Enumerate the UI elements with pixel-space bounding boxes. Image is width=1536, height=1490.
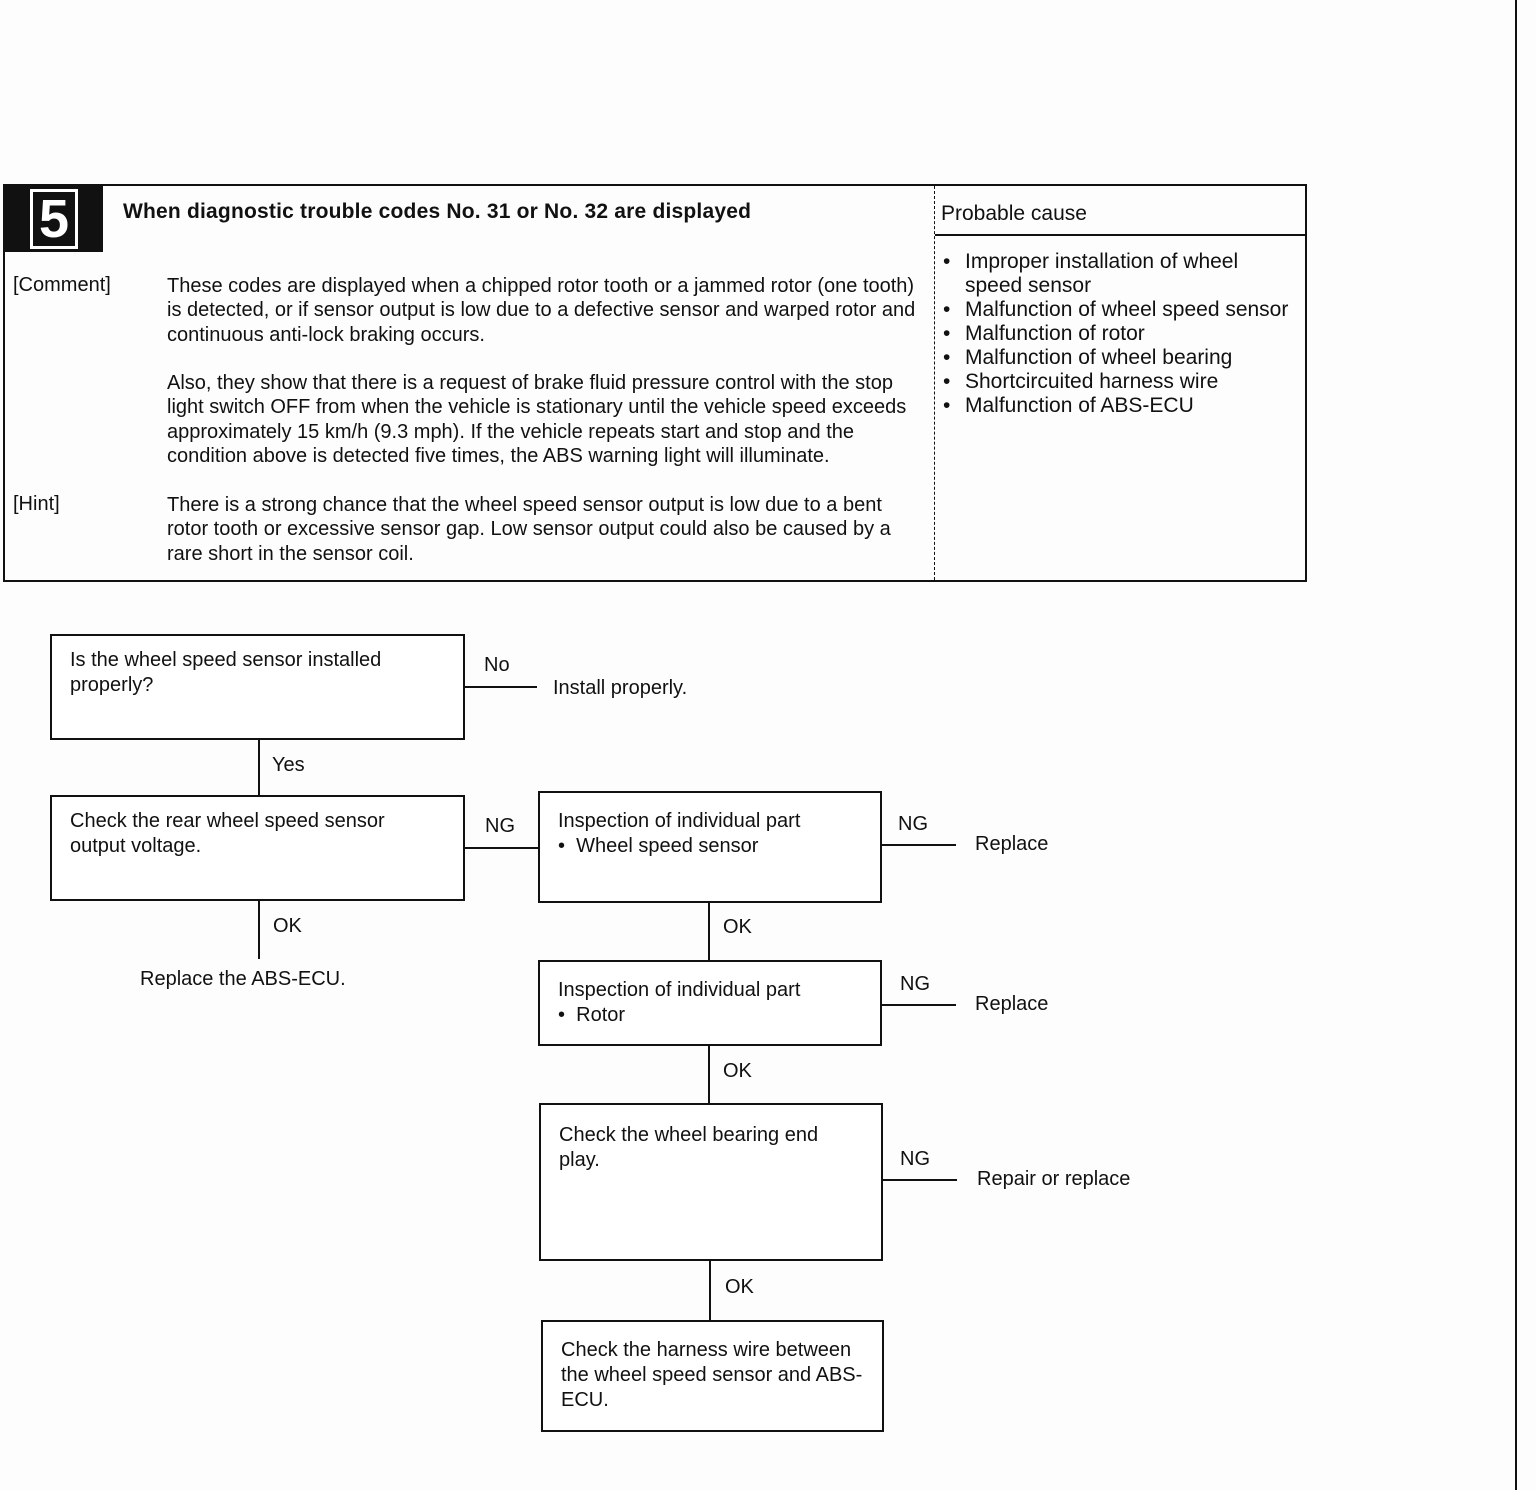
connector-ok-2 [708, 903, 710, 961]
label-ng-1: NG [485, 815, 515, 837]
cause-item: • Malfunction of rotor [941, 322, 1301, 346]
cause-item: • Malfunction of wheel bearing [941, 346, 1301, 370]
result-install-properly: Install properly. [553, 677, 688, 699]
step-sensor-installed: Is the wheel speed sensor installed properly? [50, 634, 465, 740]
comment-label: [Comment] [13, 274, 111, 296]
label-ng-4: NG [900, 1148, 930, 1170]
comment-text: These codes are displayed when a chipped rotor tooth or a jammed rotor (one tooth) is detected, or if sensor output is low due to a defective sensor and warped rotor and continuous anti-lock braking occurs. [167, 275, 916, 346]
connector-ng-3 [882, 1004, 956, 1006]
step-title: Inspection of individual part [558, 810, 801, 832]
section-number: 5 [30, 189, 78, 249]
hint-label: [Hint] [13, 493, 60, 515]
connector-ok-1 [258, 901, 260, 959]
connector-ok-3 [708, 1046, 710, 1104]
connector-ng-2 [882, 844, 956, 846]
result-replace-1: Replace [975, 833, 1049, 855]
step-inspect-rotor [538, 960, 882, 1046]
probable-cause-heading: Probable cause [941, 202, 1087, 225]
cause-item: • Improper installation of wheel speed sensor [941, 250, 1301, 298]
step-item [558, 1003, 862, 1028]
step-check-output-voltage: Check the rear wheel speed sensor output voltage. [50, 795, 465, 901]
section-title: When diagnostic trouble codes No. 31 or No. 32 are displayed [123, 200, 752, 223]
hint-text: There is a strong chance that the wheel speed sensor output is low due to a bent rotor tooth or excessive sensor gap. Low sensor output could also be caused by a rare short in the sensor coil. [167, 494, 891, 565]
connector-ok-4 [709, 1261, 711, 1321]
bullet-icon: • [558, 1004, 577, 1026]
step-item-text: Rotor [576, 1004, 626, 1026]
label-ng-3: NG [900, 973, 930, 995]
label-ng-2: NG [898, 813, 928, 835]
probable-cause-list [941, 250, 1301, 418]
probable-cause-divider [935, 234, 1306, 236]
result-replace-abs-ecu: Replace the ABS-ECU. [140, 968, 346, 990]
cause-item: • Malfunction of wheel speed sensor [941, 298, 1301, 322]
comment-text-2: Also, they show that there is a request of brake fluid pressure control with the stop light switch OFF from when the vehicle is stationary until the vehicle speed exceeds approximately 15 km/h (9.3 mph). If the vehicle repeats start and stop and the condition above is detected five times, the ABS warning light will illuminate. [167, 372, 907, 467]
cause-item: • Malfunction of ABS-ECU [941, 394, 1301, 418]
label-ok-2: OK [723, 916, 752, 938]
connector-ng-1 [465, 847, 539, 849]
step-check-wheel-bearing: Check the wheel bearing end play. [539, 1103, 883, 1261]
step-check-harness-wire: Check the harness wire between the wheel speed sensor and ABS-ECU. [541, 1320, 884, 1432]
bullet-icon: • [558, 835, 577, 857]
step-title: Inspection of individual part [558, 979, 801, 1001]
connector-yes [258, 740, 260, 796]
label-yes: Yes [272, 754, 305, 776]
label-no: No [484, 654, 510, 676]
label-ok-1: OK [273, 915, 302, 937]
probable-cause-column [934, 186, 1306, 580]
step-item [558, 834, 862, 859]
result-replace-2: Replace [975, 993, 1049, 1015]
page-edge-rule [1515, 0, 1517, 1490]
step-item-text: Wheel speed sensor [576, 835, 759, 857]
step-inspect-wheel-speed-sensor [538, 791, 882, 903]
connector-ng-4 [883, 1179, 957, 1181]
trouble-code-panel [3, 184, 1307, 582]
cause-item: • Shortcircuited harness wire [941, 370, 1301, 394]
result-repair-or-replace: Repair or replace [977, 1168, 1131, 1190]
section-number-badge [5, 186, 103, 252]
label-ok-4: OK [725, 1276, 754, 1298]
label-ok-3: OK [723, 1060, 752, 1082]
connector-no [465, 686, 537, 688]
